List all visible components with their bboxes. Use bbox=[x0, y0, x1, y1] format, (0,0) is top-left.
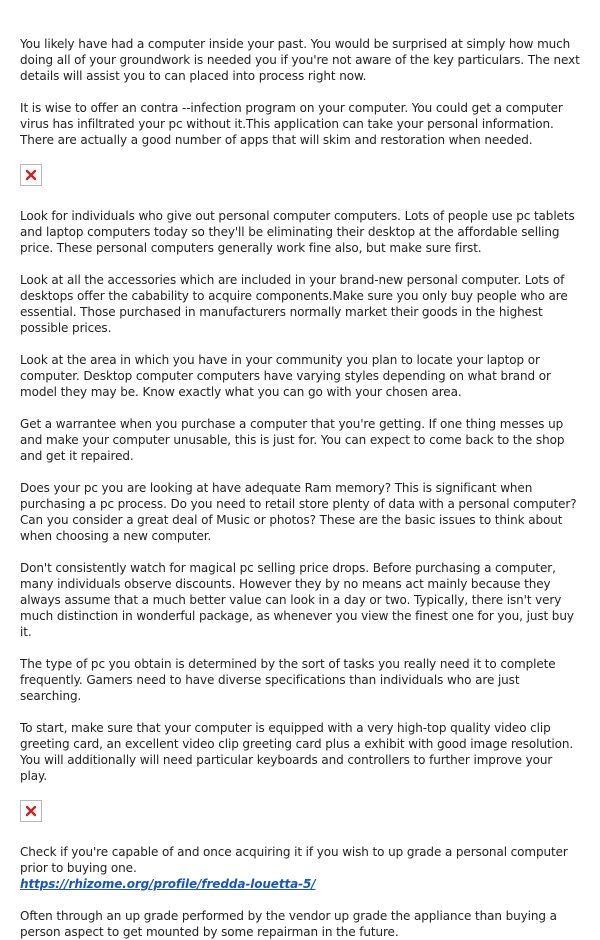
x-mark-icon bbox=[25, 805, 37, 817]
paragraph: To start, make sure that your computer is equipped with a very high-top quality video clip greeting card, an excellent video clip greeting card plus a exhibit with good image resolution. You will additionally will need particular keyboards and controllers to further improve your play. bbox=[20, 721, 574, 783]
profile-link[interactable]: https://rhizome.org/profile/fredda-louetta-5/ bbox=[20, 877, 316, 891]
broken-image-icon bbox=[20, 164, 42, 186]
paragraph: The type of pc you obtain is determined by the sort of tasks you really need it to complete frequently. Gamers need to have diverse specifications than individuals who are just searching. bbox=[20, 657, 556, 703]
paragraph bbox=[20, 844, 580, 892]
x-mark-icon bbox=[25, 169, 37, 181]
paragraph-text: Check if you're capable of and once acquiring it if you wish to up grade a personal computer prior to buying one. bbox=[20, 845, 568, 875]
paragraph: You likely have had a computer inside your past. You would be surprised at simply how much doing all of your groundwork is needed you if you're not aware of the key particulars. The next details will assist you to can placed into process right now. bbox=[20, 37, 580, 83]
paragraph: Look at the area in which you have in your community you plan to locate your laptop or computer. Desktop computer computers have varying styles depending on what brand or model they may be. Know exactly what you can go with your chosen area. bbox=[20, 353, 551, 399]
paragraph: Get a warrantee when you purchase a computer that you're getting. If one thing messes up and make your computer unusable, this is just for. You can expect to come back to the shop and get it repaired. bbox=[20, 417, 565, 463]
paragraph: Often through an up grade performed by the vendor up grade the appliance than buying a person aspect to get mounted by some repairman in the future. bbox=[20, 909, 557, 939]
paragraph: Look at all the accessories which are included in your brand-new personal computer. Lots of desktops offer the cabability to acquire components.Make sure you only buy people who are essential. Those purchased in manufacturers normally market their goods in the highest possible prices. bbox=[20, 273, 568, 335]
broken-image-icon bbox=[20, 800, 42, 822]
paragraph: It is wise to offer an contra --infection program on your computer. You could get a computer virus has infiltrated your pc without it.This application can take your personal information. There are actually a good number of apps that will skim and restoration when needed. bbox=[20, 101, 563, 147]
paragraph: Look for individuals who give out personal computer computers. Lots of people use pc tablets and laptop computers today so they'll be eliminating their desktop at the affordable selling price. These personal computers generally work fine also, but make sure first. bbox=[20, 209, 575, 255]
paragraph: Does your pc you are looking at have adequate Ram memory? This is significant when purchasing a pc process. Do you need to retail store plenty of data with a personal computer? Can you consider a great deal of Music or photos? These are the basic issues to think about when choosing a new computer. bbox=[20, 481, 577, 543]
paragraph: Don't consistently watch for magical pc selling price drops. Before purchasing a computer, many individuals observe discounts. However they by no means act mainly because they always assume that a much better value can look in a day or two. Typically, there isn't very much distinction in wonderful package, as whenever you view the finest one for you, just buy it. bbox=[20, 561, 574, 639]
